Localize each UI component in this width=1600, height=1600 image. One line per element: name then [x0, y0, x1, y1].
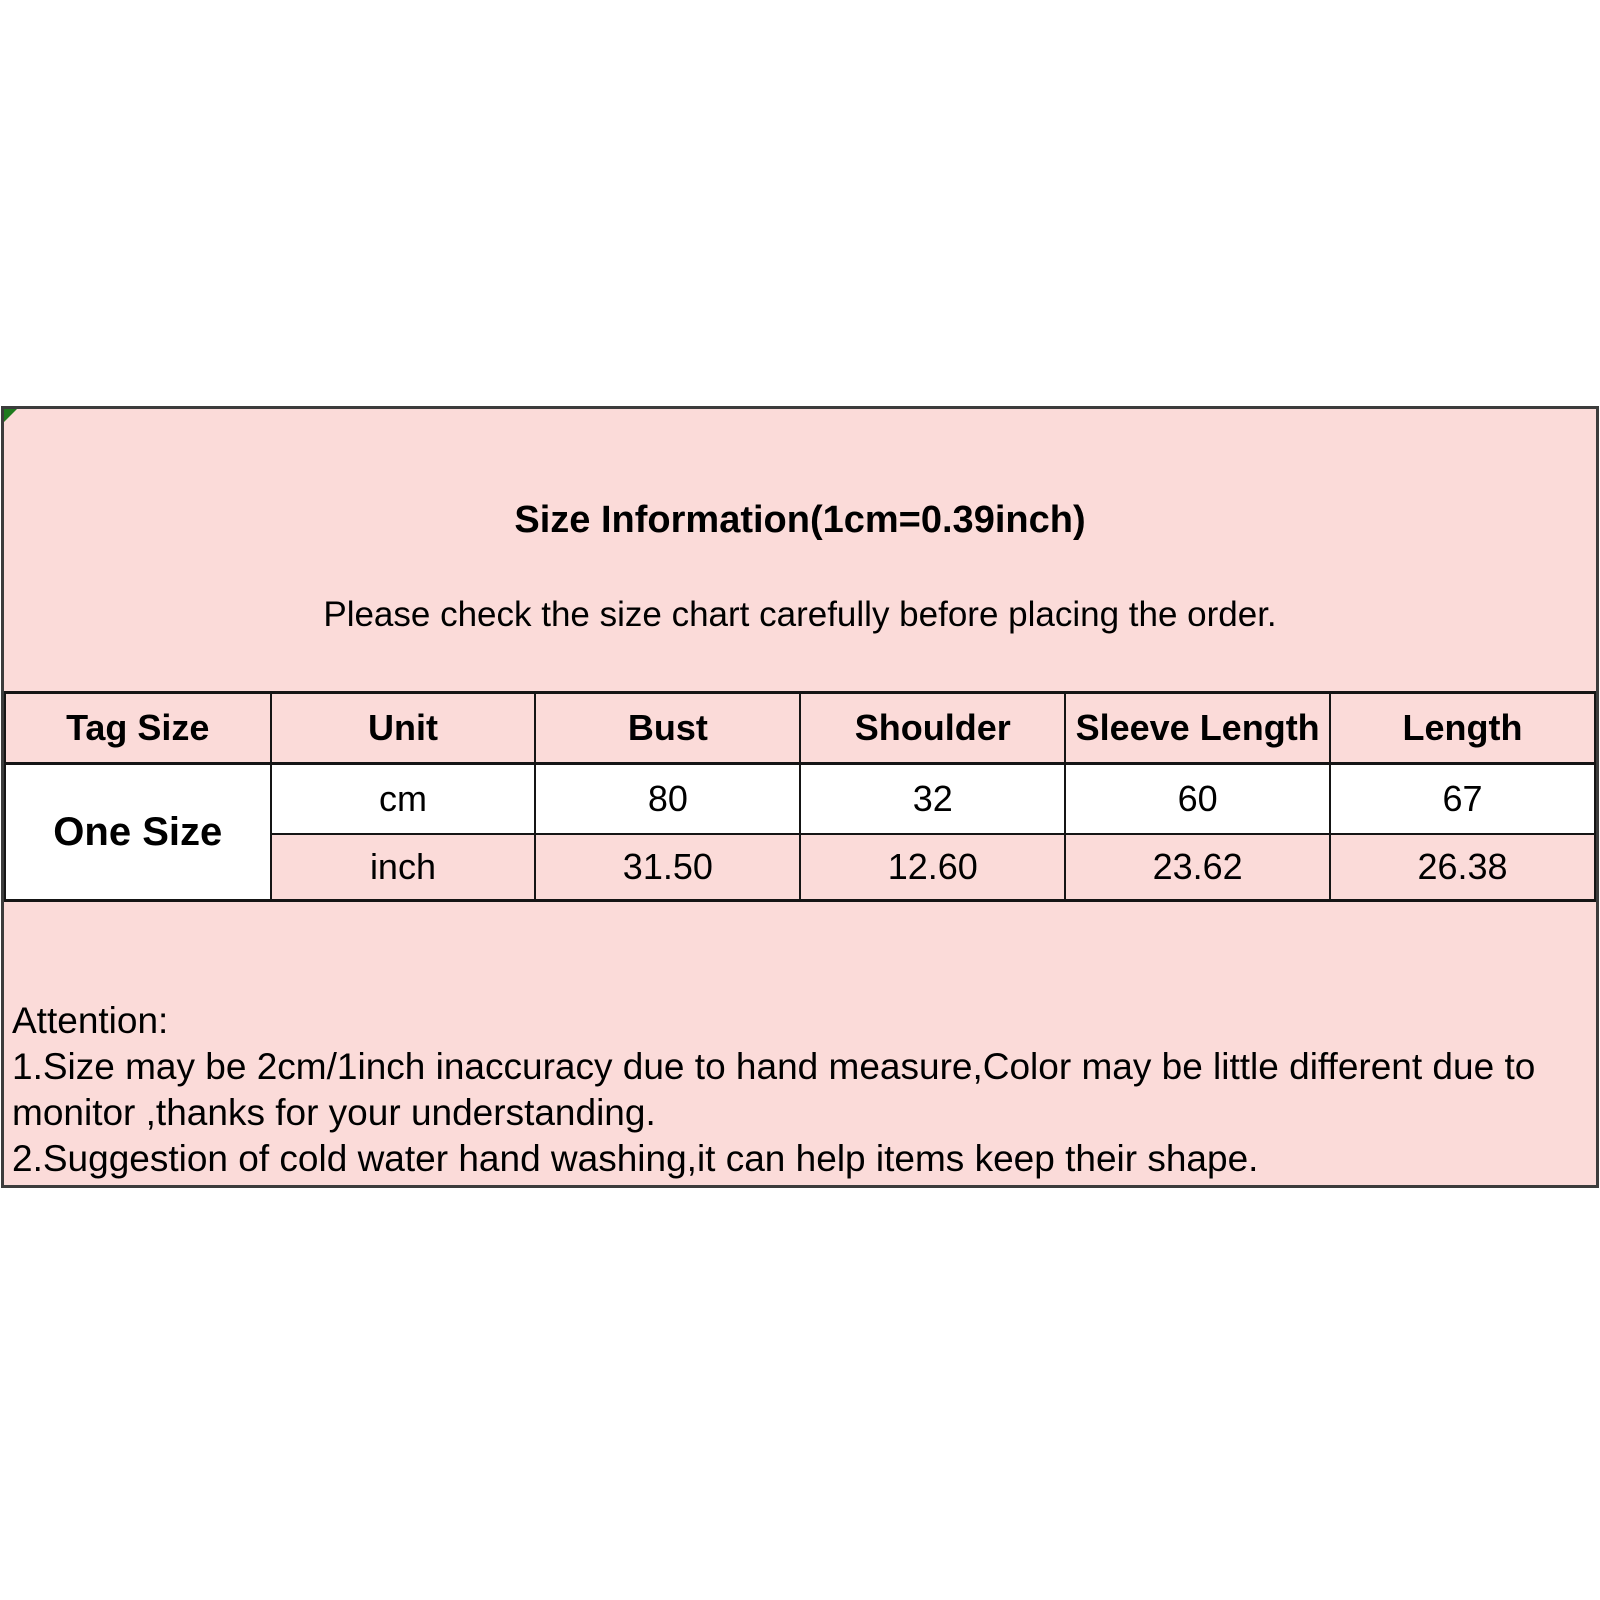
cell-sleeve-length-inch: 23.62: [1065, 834, 1330, 901]
cell-length-inch: 26.38: [1330, 834, 1595, 901]
size-info-panel: [1, 406, 1599, 1188]
table-header-row: [5, 693, 1595, 764]
cell-bust-cm: 80: [535, 764, 800, 835]
size-table: [4, 691, 1596, 902]
page-title: Size Information(1cm=0.39inch): [514, 499, 1086, 541]
cell-bust-inch: 31.50: [535, 834, 800, 901]
header-length: Length: [1330, 693, 1595, 764]
cell-sleeve-length-cm: 60: [1065, 764, 1330, 835]
note-line-1: 1.Size may be 2cm/1inch inaccuracy due to hand measure,Color may be little different due to: [12, 1046, 1536, 1087]
note-line-2: 2.Suggestion of cold water hand washing,it can help items keep their shape.: [12, 1138, 1259, 1179]
note-line-1-continued: monitor ,thanks for your understanding.: [12, 1092, 656, 1133]
cell-length-cm: 67: [1330, 764, 1595, 835]
table-row-cm: [5, 764, 1595, 835]
corner-marker-icon: [4, 409, 17, 422]
header-tag-size: Tag Size: [5, 693, 271, 764]
cell-shoulder-inch: 12.60: [800, 834, 1065, 901]
header-sleeve-length: Sleeve Length: [1065, 693, 1330, 764]
header-bust: Bust: [535, 693, 800, 764]
intro-section: [4, 409, 1596, 691]
header-shoulder: Shoulder: [800, 693, 1065, 764]
attention-notes: [4, 998, 1596, 1182]
note-line-attention: Attention:: [12, 1000, 169, 1041]
subtitle: Please check the size chart carefully before placing the order.: [323, 595, 1277, 634]
cell-shoulder-cm: 32: [800, 764, 1065, 835]
cell-unit-inch: inch: [271, 834, 536, 901]
cell-tag-size: One Size: [5, 764, 271, 901]
cell-unit-cm: cm: [271, 764, 536, 835]
header-unit: Unit: [271, 693, 536, 764]
